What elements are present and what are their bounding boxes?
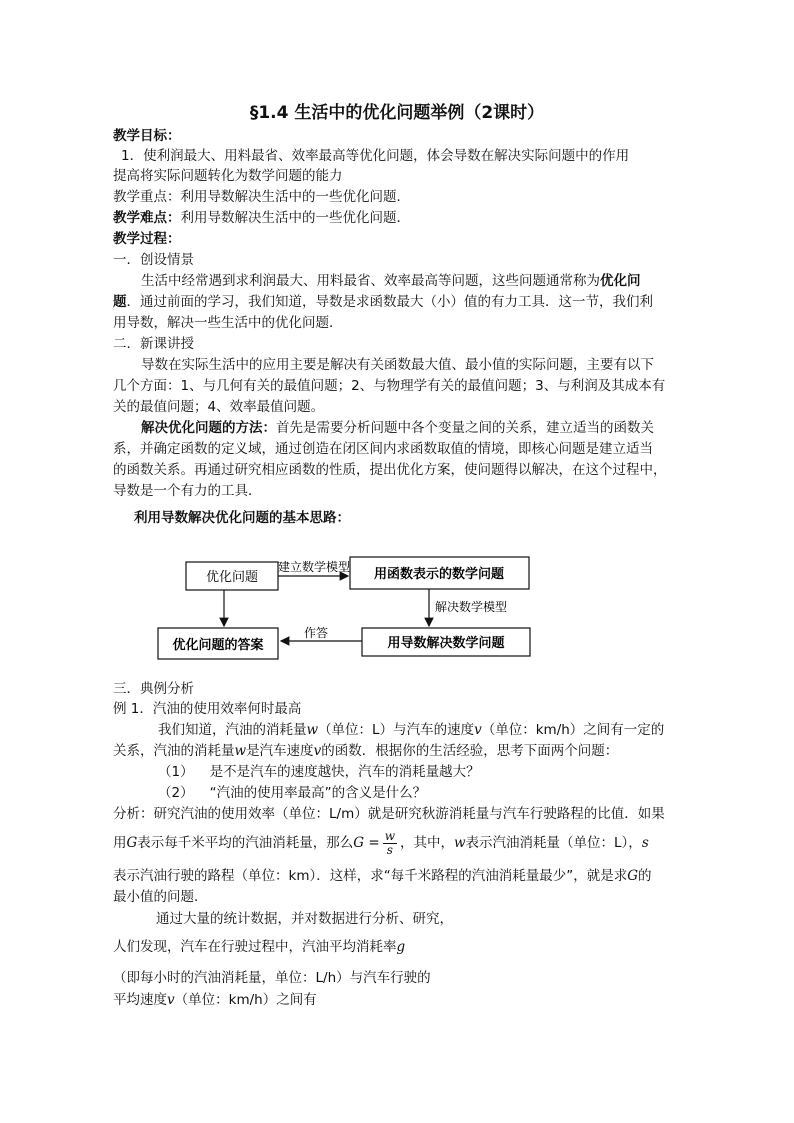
flow-label-box4: 优化问题的答案 xyxy=(172,638,264,653)
goal-item-1: 1．使利润最大、用料最省、效率最高等优化问题，体会导数在解决实际问题中的作用 xyxy=(121,148,630,164)
var-w: w xyxy=(234,743,247,759)
method-line4: 导数是一个有力的工具． xyxy=(113,483,262,499)
method-line2: 系，并确定函数的定义域，通过创造在闭区间内求函数取值的情境，即核心问题是建立适当 xyxy=(113,441,653,457)
flow-label-box3: 用导数解决数学问题 xyxy=(387,636,505,651)
key-point: 教学重点：利用导数解决生活中的一些优化问题． xyxy=(113,189,410,205)
example-text: 我们知道，汽油的消耗量 xyxy=(158,722,307,738)
var-G: G xyxy=(126,835,138,851)
goal-item-2: 提高将实际问题转化为数学问题的能力 xyxy=(113,168,343,184)
flow-edge-label-solve: 解决数学模型 xyxy=(435,600,508,614)
stat-line2 xyxy=(113,937,405,957)
var-G: G xyxy=(627,868,639,884)
example-line2 xyxy=(113,741,618,761)
section2-line2: 几个方面：1、与几何有关的最值问题；2、与物理学有关的最值问题；3、与利润及其成本有 xyxy=(113,378,666,394)
example-text: （单位：km/h）之间有一定的 xyxy=(481,722,665,738)
var-g: g xyxy=(396,939,406,955)
flow-edge-label-model: 建立数学模型 xyxy=(277,560,351,574)
section1-text: ．通过前面的学习，我们知道，导数是求函数最大（小）值的有力工具．这一节，我们利 xyxy=(126,294,653,310)
section1-bold-term-end: 题 xyxy=(113,294,127,310)
var-s: s xyxy=(641,835,649,851)
analysis-line1: 分析：研究汽油的使用效率（单位：L/m）就是研究秋游消耗量与汽车行驶路程的比值．如果 xyxy=(113,806,665,822)
analysis-text: 表示汽油消耗量（单位：L）， xyxy=(465,835,642,851)
var-w: w xyxy=(453,835,466,851)
section1-heading: 一．创设情景 xyxy=(113,252,194,268)
process-heading: 教学过程： xyxy=(113,231,181,247)
example-text: 是汽车速度 xyxy=(246,743,314,759)
example-text: 的函数．根据你的生活经验，思考下面两个问题： xyxy=(321,743,619,759)
stat-text: 人们发现，汽车在行驶过程中，汽油平均消耗率 xyxy=(113,939,397,955)
method-line3: 的函数关系。再通过研究相应函数的性质，提出优化方案，使问题得以解决，在这个过程中， xyxy=(113,462,667,478)
stat-line3: （即每小时的汽油消耗量，单位：L/h）与汽车行驶的 xyxy=(113,970,431,986)
difficulty-label: 教学难点： xyxy=(113,210,181,226)
question-text: 是不是汽车的速度越快，汽车的消耗量越大？ xyxy=(209,764,480,780)
difficulty-text: 利用导数解决生活中的一些优化问题． xyxy=(180,210,410,226)
question-text: “汽油的使用率最高”的含义是什么？ xyxy=(209,785,427,801)
fraction-denominator: s xyxy=(386,842,393,857)
var-v: v xyxy=(313,743,322,759)
stat-text: 平均速度 xyxy=(113,992,167,1008)
analysis-line3 xyxy=(113,866,652,886)
section2-line3: 关的最值问题；4、效率最值问题。 xyxy=(113,399,325,415)
method-label: 解决优化问题的方法： xyxy=(141,420,276,436)
question-number: （1） xyxy=(158,764,194,780)
flow-label-box2: 用函数表示的数学问题 xyxy=(373,567,505,582)
stat-text: （单位：km/h）之间有 xyxy=(174,992,317,1008)
goals-heading: 教学目标： xyxy=(113,128,181,144)
var-v: v xyxy=(474,722,482,738)
analysis-text: 用 xyxy=(113,835,127,851)
analysis-line2 xyxy=(113,828,649,858)
section2-line1: 导数在实际生活中的应用主要是解决有关函数最大值、最小值的实际问题，主要有以下 xyxy=(141,357,654,373)
analysis-line4: 最小值的问题． xyxy=(113,889,208,905)
var-v: v xyxy=(167,992,175,1008)
question-1 xyxy=(158,762,480,782)
analysis-text: 的 xyxy=(638,868,652,884)
example-line1 xyxy=(158,720,664,740)
question-number: （2） xyxy=(158,785,194,801)
example-text: 关系，汽油的消耗量 xyxy=(113,743,235,759)
section1-line3: 用导数，解决一些生活中的优化问题． xyxy=(113,315,343,331)
stat-line1: 通过大量的统计数据，并对数据进行分析、研究， xyxy=(156,911,453,927)
flow-label-box1: 优化问题 xyxy=(205,570,259,585)
analysis-text: 表示汽油行驶的路程（单位：km）．这样，求“每千米路程的汽油消耗量最少”，就是求 xyxy=(113,868,628,884)
section1-text: 生活中经常遇到求利润最大、用料最省、效率最高等问题，这些问题通常称为 xyxy=(141,273,600,289)
formula-fraction xyxy=(383,830,397,857)
fraction-numerator: w xyxy=(384,828,395,843)
section1-bold-term: 优化问 xyxy=(600,273,641,289)
section3-heading: 三．典例分析 xyxy=(113,681,194,697)
formula-G-eq: G = xyxy=(353,835,380,851)
section2-heading: 二．新课讲授 xyxy=(113,336,194,352)
stat-line4 xyxy=(113,990,317,1010)
analysis-text: ，其中， xyxy=(399,835,454,851)
example1-title: 例 1．汽油的使用效率何时最高 xyxy=(113,701,302,717)
page-title: §1.4 生活中的优化问题举例（2课时） xyxy=(249,103,545,123)
flow-heading: 利用导数解决优化问题的基本思路： xyxy=(134,510,350,526)
flow-edge-label-answer: 作答 xyxy=(303,626,329,640)
example-text: （单位：L）与汽车的速度 xyxy=(318,722,475,738)
var-w: w xyxy=(306,722,319,738)
question-2 xyxy=(158,783,426,803)
method-text: 首先是需要分析问题中各个变量之间的关系，建立适当的函数关 xyxy=(276,420,654,436)
analysis-text: 表示每千米平均的汽油消耗量，那么 xyxy=(137,835,354,851)
